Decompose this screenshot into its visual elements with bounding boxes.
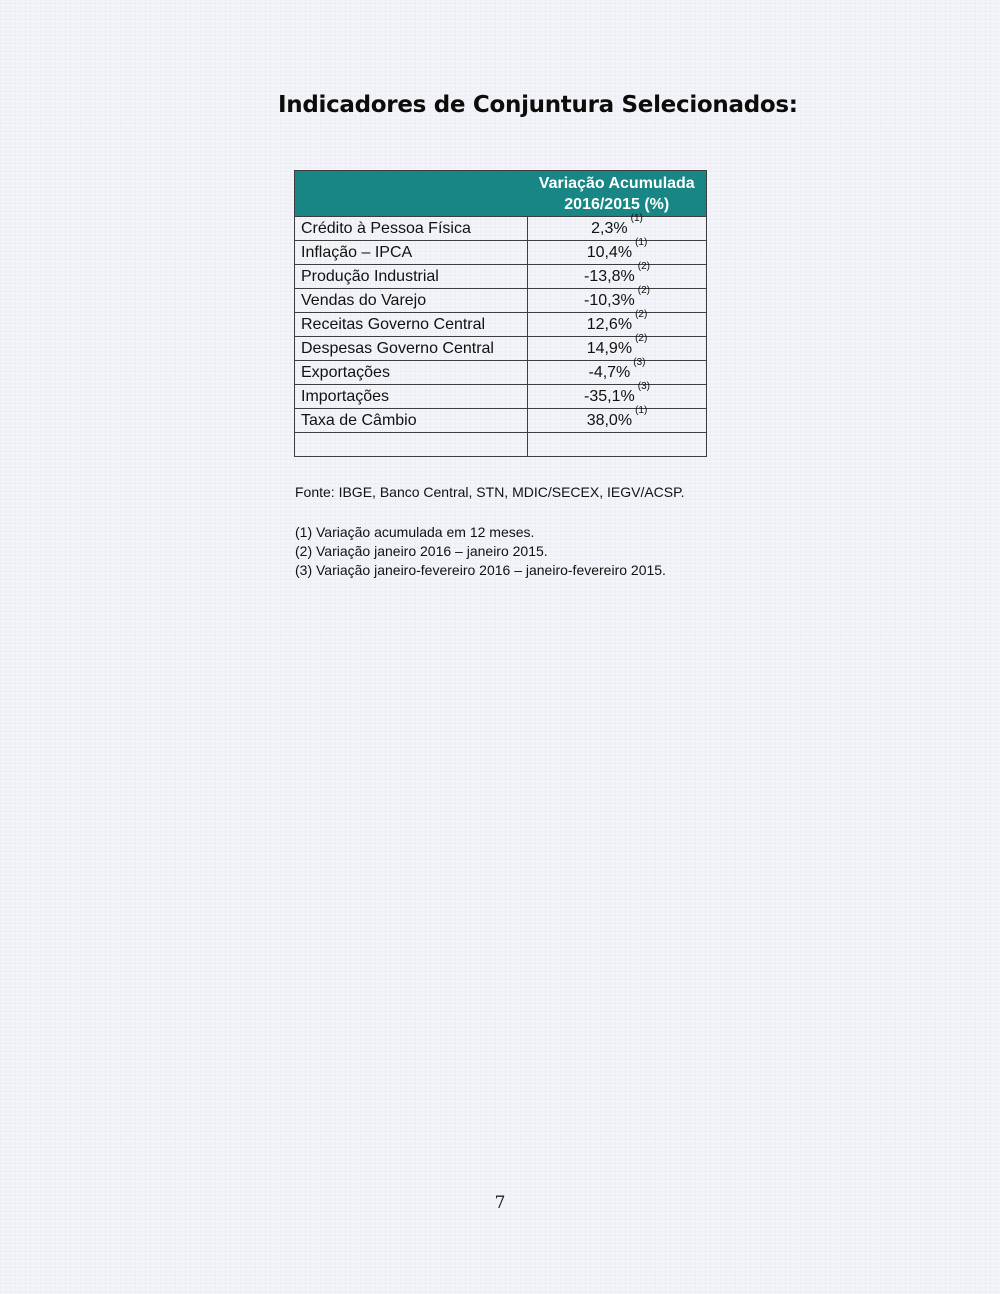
page-number: 7 <box>494 1193 506 1213</box>
footnote-reference: (2) <box>637 260 650 272</box>
indicator-value-cell <box>528 284 707 313</box>
indicator-value: 12,6% <box>586 315 633 333</box>
footnote-reference: (2) <box>635 308 648 320</box>
indicator-label: Produção Industrial <box>295 265 528 289</box>
indicator-label: Inflação – IPCA <box>295 241 528 265</box>
indicator-label: Crédito à Pessoa Física <box>295 217 528 241</box>
table-body <box>295 212 707 457</box>
indicator-label: Receitas Governo Central <box>295 313 528 337</box>
indicator-value-cell <box>528 356 707 385</box>
footnote-reference: (2) <box>637 284 650 296</box>
header-value-cell: Variação Acumulada 2016/2015 (%) <box>528 171 707 217</box>
indicator-value: 14,9% <box>586 339 633 357</box>
indicator-label: Exportações <box>295 361 528 385</box>
indicator-value-cell <box>528 332 707 361</box>
table-row <box>295 409 707 433</box>
indicator-value: 10,4% <box>586 243 633 261</box>
empty-table-row <box>295 433 707 457</box>
footnote-reference: (3) <box>633 356 646 368</box>
footnote-reference: (1) <box>635 236 648 248</box>
indicators-table <box>294 170 707 457</box>
indicator-value: -4,7% <box>588 363 631 381</box>
footnote-reference: (1) <box>635 404 648 416</box>
footnote-reference: (3) <box>637 380 650 392</box>
indicator-value-cell <box>528 404 707 433</box>
indicator-value: 2,3% <box>591 219 628 237</box>
footnote-reference: (1) <box>630 212 643 224</box>
indicator-value: -13,8% <box>584 267 635 285</box>
source-text: Fonte: IBGE, Banco Central, STN, MDIC/SECEX, IEGV/ACSP. <box>295 484 685 500</box>
indicator-label: Despesas Governo Central <box>295 337 528 361</box>
footnote-reference: (2) <box>635 332 648 344</box>
indicator-label: Importações <box>295 385 528 409</box>
notes-list <box>295 523 666 580</box>
header-label-cell <box>295 171 528 217</box>
indicator-value-cell <box>528 260 707 289</box>
page-title: Indicadores de Conjuntura Selecionados: <box>278 92 798 118</box>
indicator-label: Taxa de Câmbio <box>295 409 528 433</box>
indicator-value: -10,3% <box>584 291 635 309</box>
footnote: (1) Variação acumulada em 12 meses. <box>295 524 535 540</box>
indicator-value-cell <box>528 236 707 265</box>
empty-cell <box>295 433 528 457</box>
footnote: (2) Variação janeiro 2016 – janeiro 2015. <box>295 543 548 559</box>
table-header-row <box>295 171 707 217</box>
indicator-value-cell <box>528 308 707 337</box>
indicator-label: Vendas do Varejo <box>295 289 528 313</box>
indicator-value: 38,0% <box>586 411 633 429</box>
indicator-value: -35,1% <box>584 387 635 405</box>
empty-cell <box>528 433 707 457</box>
indicator-value-cell <box>528 380 707 409</box>
footnote: (3) Variação janeiro-fevereiro 2016 – janeiro-fevereiro 2015. <box>295 562 666 578</box>
indicator-value-cell <box>528 212 707 241</box>
